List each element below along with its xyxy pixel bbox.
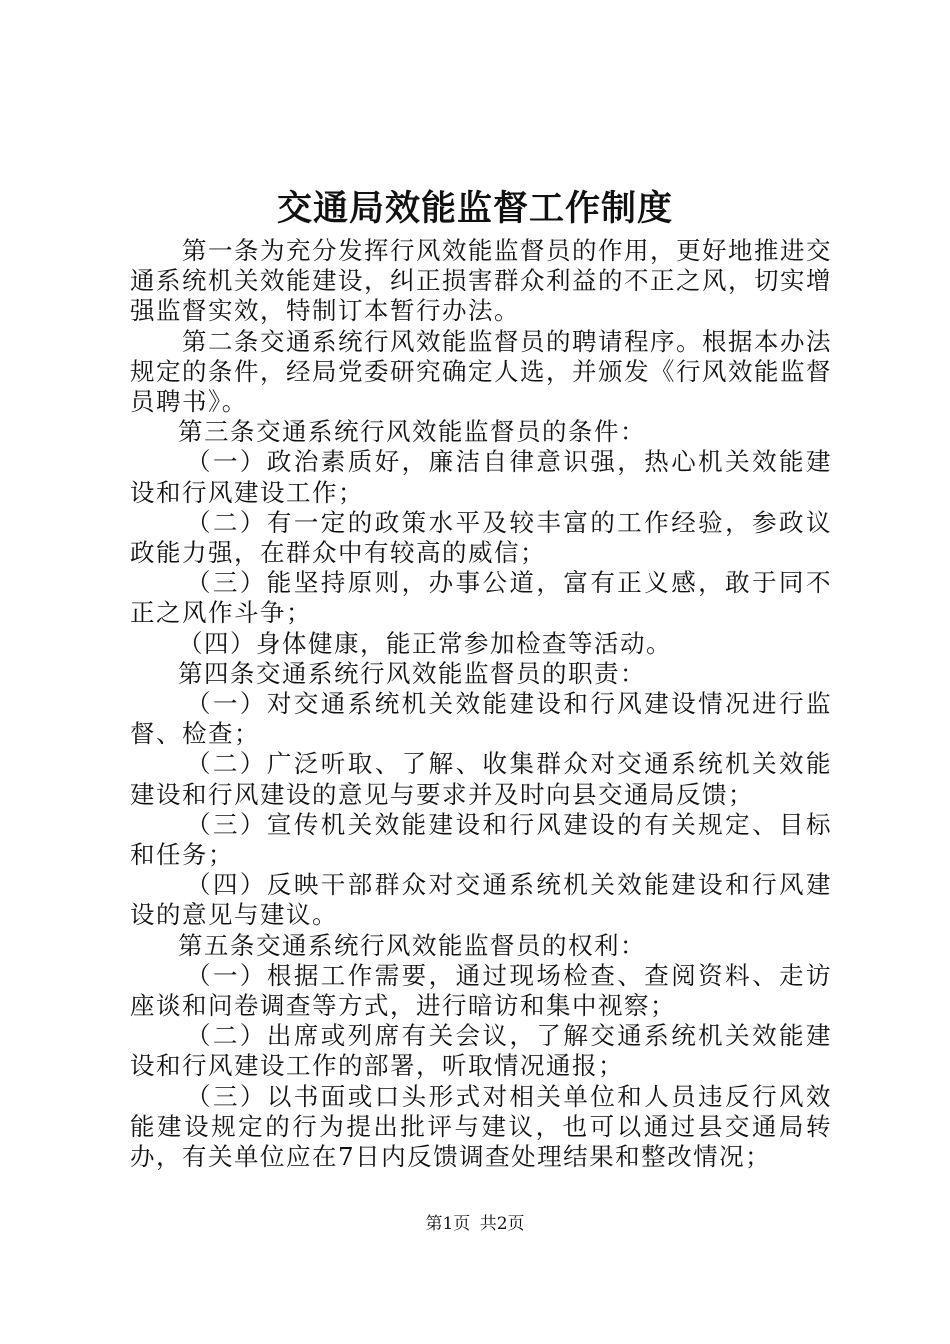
- paragraph-article-5-item-1: （一）根据工作需要，通过现场检查、查阅资料、走访座谈和问卷调查等方式，进行暗访和集中视察；: [130, 960, 832, 1021]
- paragraph-article-5-item-2: （二）出席或列席有关会议，了解交通系统机关效能建设和行风建设工作的部署，听取情况通报；: [130, 1021, 832, 1081]
- paragraph-article-3-item-4: （四）身体健康，能正常参加检查等活动。: [178, 628, 672, 658]
- paragraph-article-5-item-3: （三）以书面或口头形式对相关单位和人员违反行风效能建设规定的行为提出批评与建议，也可以通过县交通局转办，有关单位应在7日内反馈调查处理结果和整改情况；: [130, 1081, 832, 1172]
- paragraph-article-4-item-4: （四）反映干部群众对交通系统机关效能建设和行风建设的意见与建议。: [130, 870, 832, 930]
- paragraph-article-4-item-1: （一）对交通系统机关效能建设和行风建设情况进行监督、检查；: [130, 689, 832, 749]
- paragraph-article-5: 第五条交通系统行风效能监督员的权利：: [178, 930, 646, 960]
- paragraph-article-4-item-3: （三）宣传机关效能建设和行风建设的有关规定、目标和任务；: [130, 809, 832, 870]
- page-number-total: 共2页: [479, 1214, 525, 1234]
- paragraph-article-3-item-2: （二）有一定的政策水平及较丰富的工作经验，参政议政能力强，在群众中有较高的威信；: [130, 507, 832, 568]
- document-body: [130, 236, 832, 1172]
- paragraph-article-4: 第四条交通系统行风效能监督员的职责：: [178, 658, 646, 688]
- paragraph-article-2: 第二条交通系统行风效能监督员的聘请程序。根据本办法规定的条件，经局党委研究确定人选，并颁发《行风效能监督员聘书》。: [130, 326, 832, 417]
- paragraph-article-4-item-2: （二）广泛听取、了解、收集群众对交通系统机关效能建设和行风建设的意见与要求并及时向县交通局反馈；: [130, 749, 832, 809]
- paragraph-article-3: 第三条交通系统行风效能监督员的条件：: [178, 417, 646, 447]
- paragraph-article-1: 第一条为充分发挥行风效能监督员的作用，更好地推进交通系统机关效能建设，纠正损害群众利益的不正之风，切实增强监督实效，特制订本暂行办法。: [130, 236, 832, 326]
- paragraph-article-3-item-1: （一）政治素质好，廉洁自律意识强，热心机关效能建设和行风建设工作；: [130, 447, 832, 507]
- page-footer: [0, 1212, 950, 1236]
- page-number-current: 第1页: [425, 1214, 471, 1234]
- paragraph-article-3-item-3: （三）能坚持原则，办事公道，富有正义感，敢于同不正之风作斗争；: [130, 568, 832, 628]
- document-title: 交通局效能监督工作制度: [276, 188, 673, 229]
